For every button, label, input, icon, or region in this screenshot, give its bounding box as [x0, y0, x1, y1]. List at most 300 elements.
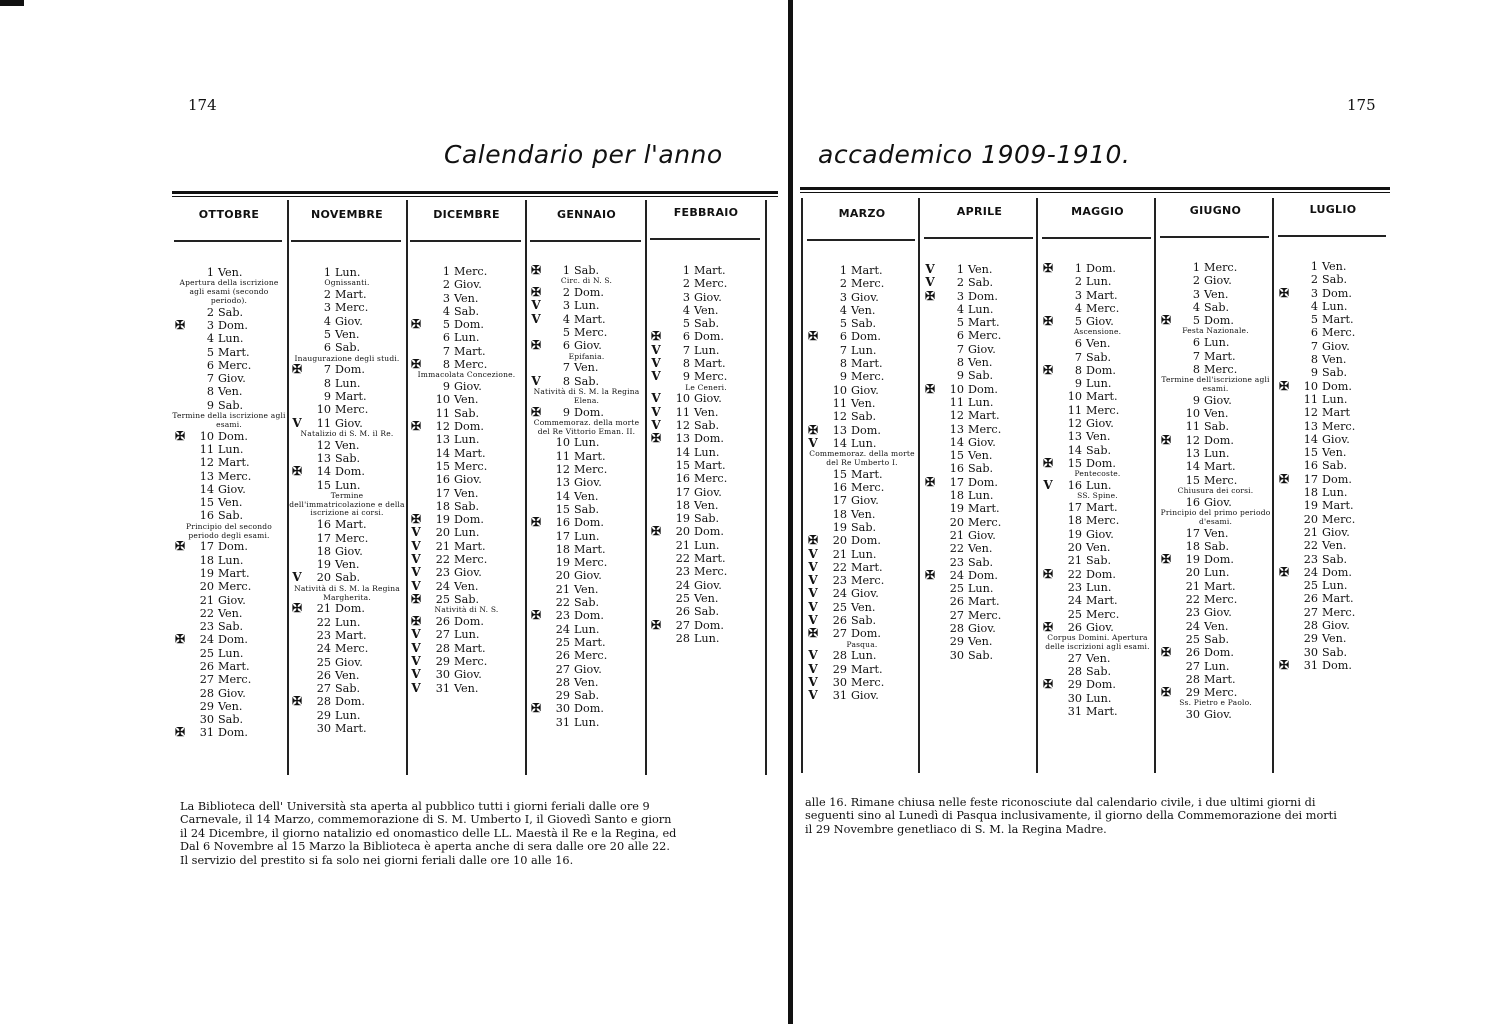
day-name: Dom. — [218, 726, 248, 740]
day-row — [805, 424, 919, 437]
day-name: Sab. — [1204, 632, 1230, 646]
day-name: Merc. — [968, 329, 1002, 343]
day-name: Ven. — [694, 303, 719, 317]
day-name: Giov. — [968, 435, 996, 449]
vacation-mark: V — [651, 418, 661, 433]
holiday-cross-icon: ✠ — [1278, 378, 1290, 393]
holiday-cross-icon: ✠ — [650, 329, 662, 344]
day-name: Lun. — [1322, 392, 1348, 406]
holiday-cross-icon: ✠ — [410, 614, 422, 629]
day-name: Sab. — [1322, 273, 1348, 287]
day-row — [922, 649, 1037, 662]
day-number: 2 — [206, 305, 214, 319]
day-name: Sab. — [454, 592, 480, 606]
day-row — [648, 525, 764, 538]
day-number: 11 — [1185, 420, 1200, 434]
day-note: Corpus Domini. Apertura delle iscrizioni agli esami. — [1045, 633, 1150, 651]
day-name: Lun. — [694, 631, 720, 645]
holiday-cross-icon: ✠ — [1278, 657, 1290, 672]
day-row — [408, 655, 525, 668]
day-row — [1158, 363, 1273, 376]
day-name: Mart. — [851, 264, 883, 277]
holiday-cross-icon: ✠ — [1160, 552, 1172, 567]
day-name: Merc. — [968, 422, 1002, 436]
day-name: Giov. — [1086, 417, 1114, 431]
day-number: 3 — [206, 318, 214, 332]
day-name: Mart. — [335, 288, 367, 302]
day-row — [805, 397, 919, 410]
month-header-underline — [924, 237, 1033, 239]
day-number: 20 — [435, 526, 450, 540]
day-name: Mart. — [454, 446, 486, 460]
day-number: 19 — [199, 566, 214, 580]
day-row — [1158, 496, 1273, 509]
day-name: Sab. — [335, 451, 361, 465]
day-row — [528, 689, 645, 702]
day-number: 26 — [555, 649, 570, 663]
day-number: 7 — [682, 343, 690, 357]
day-name: Mart. — [574, 449, 606, 463]
day-number: 20 — [675, 525, 690, 539]
day-name: Lun. — [454, 433, 480, 447]
vacation-mark: V — [411, 565, 421, 580]
day-number: 22 — [832, 560, 847, 574]
day-name: Ven. — [968, 542, 993, 556]
day-row — [289, 377, 405, 390]
day-number: 24 — [316, 642, 331, 656]
day-name: Merc. — [851, 370, 885, 384]
day-name: Mart. — [851, 662, 883, 676]
day-row — [1276, 646, 1390, 659]
day-row — [1158, 474, 1273, 487]
day-name: Giov. — [851, 587, 879, 601]
day-row — [805, 370, 919, 383]
day-row — [922, 476, 1037, 489]
day-row — [805, 437, 919, 450]
day-name: Mart. — [218, 566, 250, 580]
day-name: Sab. — [218, 509, 244, 523]
month-header-underline — [1042, 237, 1151, 239]
day-number: 26 — [1185, 646, 1200, 660]
holiday-cross-icon: ✠ — [291, 601, 303, 616]
day-row — [289, 288, 405, 301]
day-row — [1158, 708, 1273, 721]
day-number: 13 — [675, 432, 690, 446]
day-row — [289, 266, 405, 279]
day-name: Merc. — [694, 472, 728, 486]
day-number: 29 — [949, 635, 964, 649]
vacation-mark: V — [808, 435, 818, 450]
day-number: 20 — [555, 569, 570, 583]
holiday-cross-icon: ✠ — [807, 422, 819, 437]
day-row — [172, 633, 286, 646]
day-name: Dom. — [851, 627, 881, 641]
day-row — [1158, 301, 1273, 314]
day-row — [528, 375, 645, 388]
day-number: 13 — [1067, 430, 1082, 444]
month-column-luglio — [1276, 260, 1390, 672]
day-name: Ven. — [1086, 541, 1111, 555]
day-number: 21 — [1067, 554, 1082, 568]
day-row — [1276, 287, 1390, 300]
day-row — [408, 318, 525, 331]
day-name: Sab. — [968, 648, 994, 662]
table-top-rule-thin — [172, 196, 778, 197]
day-name: Merc. — [851, 574, 885, 588]
day-note: Commemoraz. della morte del Re Umberto I. — [809, 449, 915, 467]
day-row — [1040, 430, 1155, 443]
day-number: 3 — [839, 290, 847, 304]
vacation-mark: V — [531, 373, 541, 388]
day-row — [528, 286, 645, 299]
day-number: 30 — [316, 721, 331, 735]
day-name: Ven. — [454, 486, 479, 500]
day-row — [1158, 606, 1273, 619]
day-row — [922, 622, 1037, 635]
day-name: Sab. — [574, 596, 600, 610]
day-name: Giov. — [1322, 432, 1350, 446]
day-number: 28 — [1303, 619, 1318, 633]
day-row — [172, 647, 286, 660]
day-name: Merc. — [694, 277, 728, 291]
day-row — [1276, 446, 1390, 459]
day-number: 4 — [206, 332, 214, 346]
day-number: 20 — [1067, 541, 1082, 555]
day-row — [528, 361, 645, 374]
table-top-rule — [800, 187, 1390, 190]
day-row — [805, 317, 919, 330]
day-row — [648, 277, 764, 290]
day-number: 12 — [1303, 406, 1318, 420]
day-row — [1158, 274, 1273, 287]
day-number: 17 — [316, 531, 331, 545]
day-row — [805, 494, 919, 507]
day-number: 7 — [206, 372, 214, 386]
day-name: Giov. — [968, 528, 996, 542]
day-name: Ven. — [574, 675, 599, 689]
day-name: Lun. — [335, 708, 361, 722]
day-number: 27 — [1067, 651, 1082, 665]
day-name: Ven. — [1322, 260, 1347, 273]
day-number: 15 — [1303, 446, 1318, 460]
day-name: Mart. — [454, 641, 486, 655]
day-row — [408, 615, 525, 628]
month-header-febbraio: FEBBRAIO — [673, 206, 739, 219]
day-number: 17 — [832, 494, 847, 508]
day-number: 28 — [316, 695, 331, 709]
vacation-mark: V — [651, 342, 661, 357]
day-number: 17 — [199, 540, 214, 554]
vacation-mark: V — [411, 552, 421, 567]
day-name: Giov. — [851, 494, 879, 508]
vacation-mark: V — [411, 640, 421, 655]
day-number: 25 — [555, 635, 570, 649]
day-row — [1276, 353, 1390, 366]
day-row — [1276, 513, 1390, 526]
day-number: 22 — [199, 606, 214, 620]
day-name: Mart. — [694, 264, 726, 277]
day-name: Mart. — [454, 539, 486, 553]
day-row — [1040, 364, 1155, 377]
day-row — [408, 540, 525, 553]
day-row — [528, 264, 645, 277]
day-name: Sab. — [851, 614, 877, 628]
day-number: 18 — [199, 553, 214, 567]
holiday-cross-icon: ✠ — [410, 512, 422, 527]
day-number: 27 — [199, 673, 214, 687]
vacation-mark: V — [292, 415, 302, 430]
day-row — [172, 580, 286, 593]
month-column-dicembre — [408, 265, 525, 695]
notice-line: Dal 6 Novembre al 15 Marzo la Biblioteca è aperta anche di sera dalle ore 20 alle 22. — [180, 840, 670, 854]
day-number: 20 — [832, 534, 847, 548]
day-name: Mart. — [1204, 349, 1236, 363]
day-number: 21 — [199, 593, 214, 607]
vacation-mark: V — [808, 613, 818, 628]
day-name: Ven. — [968, 449, 993, 463]
day-row — [1276, 566, 1390, 579]
page-number: 174 — [188, 96, 217, 114]
vacation-mark: V — [651, 356, 661, 371]
vacation-mark: V — [925, 275, 935, 290]
month-header-underline — [410, 240, 521, 242]
day-name: Lun. — [851, 343, 877, 357]
holiday-cross-icon: ✠ — [410, 317, 422, 332]
day-row — [648, 605, 764, 618]
day-row — [922, 542, 1037, 555]
day-number: 1 — [206, 266, 214, 279]
day-name: Ven. — [1204, 619, 1229, 633]
day-row — [408, 553, 525, 566]
month-header-ottobre: OTTOBRE — [198, 208, 260, 221]
day-number: 18 — [316, 544, 331, 558]
day-number: 5 — [1074, 315, 1082, 329]
day-name: Ven. — [851, 600, 876, 614]
day-name: Mart. — [218, 456, 250, 470]
day-row — [172, 346, 286, 359]
month-header-luglio: LUGLIO — [1309, 203, 1357, 216]
holiday-cross-icon: ✠ — [1042, 566, 1054, 581]
holiday-cross-icon: ✠ — [807, 626, 819, 641]
day-row — [408, 305, 525, 318]
day-row — [922, 356, 1037, 369]
day-name: Merc. — [335, 642, 369, 656]
day-row — [172, 660, 286, 673]
day-row — [648, 499, 764, 512]
day-name: Dom. — [574, 516, 604, 530]
day-number: 2 — [839, 277, 847, 291]
day-name: Giov. — [1086, 315, 1114, 329]
day-note: Inaugurazione degli studi. — [294, 353, 400, 363]
day-row — [528, 583, 645, 596]
day-name: Dom. — [335, 363, 365, 377]
day-number: 17 — [1067, 501, 1082, 515]
day-name: Lun. — [335, 376, 361, 390]
vacation-mark: V — [651, 391, 661, 406]
month-header-dicembre: DICEMBRE — [433, 208, 500, 221]
day-number: 1 — [839, 264, 847, 277]
day-name: Dom. — [851, 534, 881, 548]
day-number: 12 — [435, 420, 450, 434]
day-number: 30 — [1303, 645, 1318, 659]
day-name: Sab. — [694, 512, 720, 526]
day-row — [289, 722, 405, 735]
day-name: Giov. — [574, 569, 602, 583]
day-row — [408, 526, 525, 539]
day-row — [1276, 486, 1390, 499]
day-name: Mart. — [335, 628, 367, 642]
day-number: 8 — [1074, 363, 1082, 377]
day-number: 31 — [555, 715, 570, 729]
vacation-mark: V — [808, 661, 818, 676]
day-name: Lun. — [968, 489, 994, 503]
day-number: 6 — [956, 329, 964, 343]
day-number: 25 — [832, 600, 847, 614]
day-name: Merc. — [851, 277, 885, 291]
day-name: Mart. — [968, 595, 1000, 609]
day-name: Lun. — [574, 436, 600, 450]
notice-line: Carnevale, il 14 Marzo, commemorazione di S. M. Umberto I, il Giovedì Santo e giorn — [180, 813, 672, 827]
day-name: Ven. — [335, 558, 360, 572]
day-number: 10 — [1067, 390, 1082, 404]
holiday-cross-icon: ✠ — [1042, 314, 1054, 329]
day-name: Ven. — [694, 498, 719, 512]
day-note: Commemoraz. della morte del Re Vittorio Eman. II. — [533, 417, 640, 436]
day-number: 3 — [956, 289, 964, 303]
day-name: Merc. — [1086, 403, 1120, 417]
day-row — [528, 530, 645, 543]
day-row — [805, 304, 919, 317]
day-name: Giov. — [694, 290, 722, 304]
column-separator — [765, 200, 767, 775]
day-row — [172, 687, 286, 700]
day-row — [172, 509, 286, 522]
day-number: 11 — [435, 406, 450, 420]
day-number: 16 — [555, 516, 570, 530]
day-row — [922, 516, 1037, 529]
day-row — [1158, 420, 1273, 433]
day-number: 27 — [949, 608, 964, 622]
day-number: 10 — [1185, 407, 1200, 421]
day-number: 23 — [199, 620, 214, 634]
day-row — [289, 465, 405, 478]
holiday-cross-icon: ✠ — [1160, 432, 1172, 447]
month-header-underline — [530, 240, 641, 242]
holiday-cross-icon: ✠ — [174, 428, 186, 443]
day-number: 14 — [1067, 443, 1082, 457]
month-column-giugno — [1158, 261, 1273, 721]
day-number: 16 — [1185, 495, 1200, 509]
day-number: 25 — [1067, 607, 1082, 621]
day-number: 16 — [949, 462, 964, 476]
day-number: 9 — [956, 369, 964, 383]
day-number: 12 — [675, 419, 690, 433]
day-name: Ven. — [574, 361, 599, 375]
day-name: Dom. — [694, 525, 724, 539]
day-number: 22 — [1303, 539, 1318, 553]
day-number: 26 — [949, 595, 964, 609]
day-row — [648, 432, 764, 445]
day-row — [922, 396, 1037, 409]
month-header-underline — [174, 240, 282, 242]
day-row — [1158, 407, 1273, 420]
day-number: 11 — [1303, 392, 1318, 406]
day-number: 9 — [1192, 393, 1200, 407]
day-note: Natività di S. M. la Regina Elena. — [533, 386, 640, 405]
day-row — [1158, 686, 1273, 699]
day-name: Lun. — [218, 442, 244, 456]
day-name: Dom. — [454, 615, 484, 629]
day-number: 10 — [555, 436, 570, 450]
day-number: 2 — [562, 286, 570, 300]
day-name: Giov. — [454, 566, 482, 580]
day-number: 12 — [316, 438, 331, 452]
day-number: 23 — [949, 555, 964, 569]
day-note: Festa Nazionale. — [1182, 326, 1249, 336]
month-header-underline — [1278, 235, 1386, 237]
day-number: 18 — [1067, 514, 1082, 528]
day-name: Dom. — [694, 432, 724, 446]
day-row — [289, 545, 405, 558]
holiday-cross-icon: ✠ — [291, 694, 303, 709]
day-row — [1276, 433, 1390, 446]
day-name: Sab. — [968, 462, 994, 476]
day-name: Lun. — [454, 628, 480, 642]
day-number: 17 — [555, 529, 570, 543]
day-number: 7 — [562, 361, 570, 375]
day-row — [648, 304, 764, 317]
day-row — [805, 649, 919, 662]
day-row — [1276, 659, 1390, 672]
day-name: Lun. — [1086, 377, 1112, 391]
day-row — [1040, 665, 1155, 678]
day-number: 13 — [832, 423, 847, 437]
day-row — [528, 716, 645, 729]
day-number: 14 — [1303, 432, 1318, 446]
day-number: 9 — [323, 389, 331, 403]
day-name: Lun. — [1322, 579, 1348, 593]
day-number: 16 — [435, 473, 450, 487]
day-row — [289, 709, 405, 722]
day-number: 15 — [199, 496, 214, 510]
day-number: 26 — [675, 605, 690, 619]
day-number: 31 — [199, 726, 214, 740]
day-name: Mart. — [694, 458, 726, 472]
day-name: Merc. — [968, 608, 1002, 622]
day-row — [805, 521, 919, 534]
day-row — [289, 403, 405, 416]
day-name: Ven. — [1086, 651, 1111, 665]
day-name: Giov. — [1086, 527, 1114, 541]
day-name: Dom. — [574, 405, 604, 419]
day-row — [528, 299, 645, 312]
day-note: Chiusura dei corsi. — [1177, 485, 1254, 495]
day-name: Ven. — [851, 396, 876, 410]
day-number: 19 — [316, 558, 331, 572]
month-column-aprile — [922, 263, 1037, 662]
day-row — [528, 609, 645, 622]
day-row — [648, 317, 764, 330]
notice-line: Il servizio del prestito si fa solo nei giorni feriali dalle ore 10 alle 16. — [180, 853, 574, 867]
day-row — [1040, 404, 1155, 417]
day-name: Dom. — [1204, 646, 1234, 660]
day-number: 27 — [316, 682, 331, 696]
day-row — [922, 303, 1037, 316]
day-name: Dom. — [335, 465, 365, 479]
day-number: 9 — [1310, 366, 1318, 380]
day-row — [1158, 336, 1273, 349]
day-name: Ven. — [1086, 430, 1111, 444]
